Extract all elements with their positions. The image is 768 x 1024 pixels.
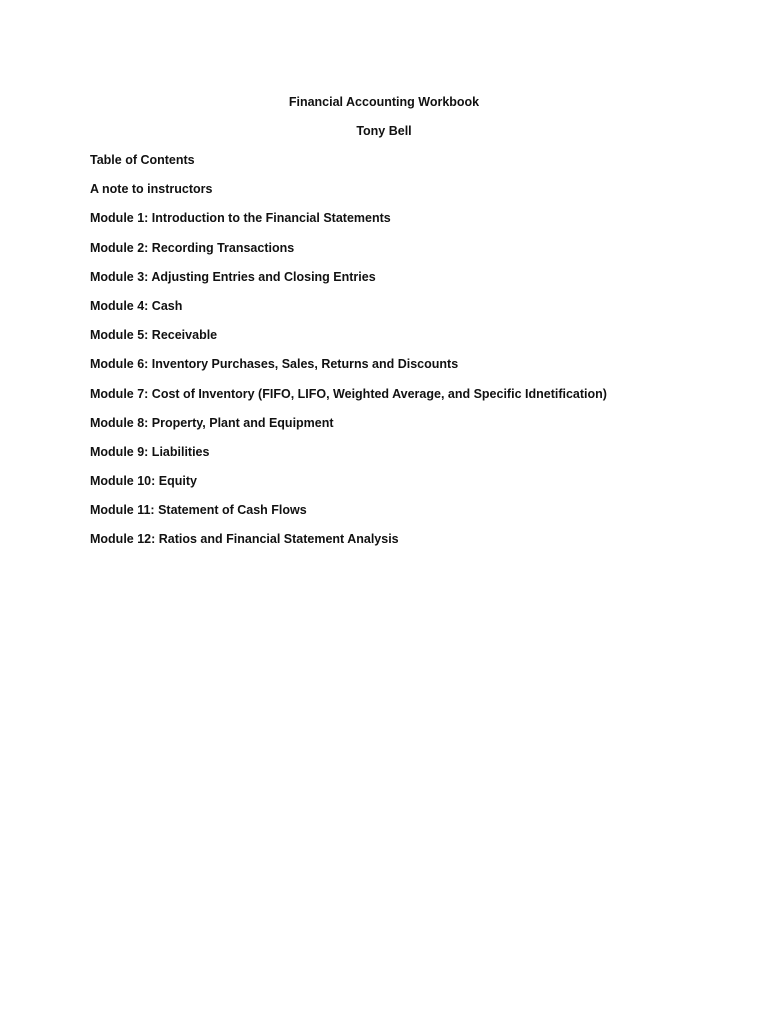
toc-entry-module-8: Module 8: Property, Plant and Equipment (90, 415, 334, 430)
toc-entry-module-3: Module 3: Adjusting Entries and Closing Entries (90, 269, 376, 284)
toc-entry-module-10: Module 10: Equity (90, 474, 197, 489)
toc-entry-module-12: Module 12: Ratios and Financial Statement Analysis (90, 532, 399, 547)
table-of-contents (90, 151, 607, 560)
document-author: Tony Bell (356, 124, 412, 138)
toc-entry-module-2: Module 2: Recording Transactions (90, 240, 295, 255)
toc-entry-module-9: Module 9: Liabilities (90, 444, 210, 459)
toc-entry-module-1: Module 1: Introduction to the Financial Statements (90, 211, 391, 226)
toc-entry-module-6: Module 6: Inventory Purchases, Sales, Returns and Discounts (90, 357, 459, 372)
toc-entry-instructors-note: A note to instructors (90, 182, 213, 197)
toc-entry-module-5: Module 5: Receivable (90, 328, 218, 343)
toc-entry-module-11: Module 11: Statement of Cash Flows (90, 503, 307, 518)
document-title: Financial Accounting Workbook (288, 95, 480, 109)
toc-heading: Table of Contents (90, 153, 195, 167)
toc-entry-module-7: Module 7: Cost of Inventory (FIFO, LIFO, Weighted Average, and Specific Idnetification) (90, 386, 607, 401)
toc-entry-module-4: Module 4: Cash (90, 298, 183, 313)
